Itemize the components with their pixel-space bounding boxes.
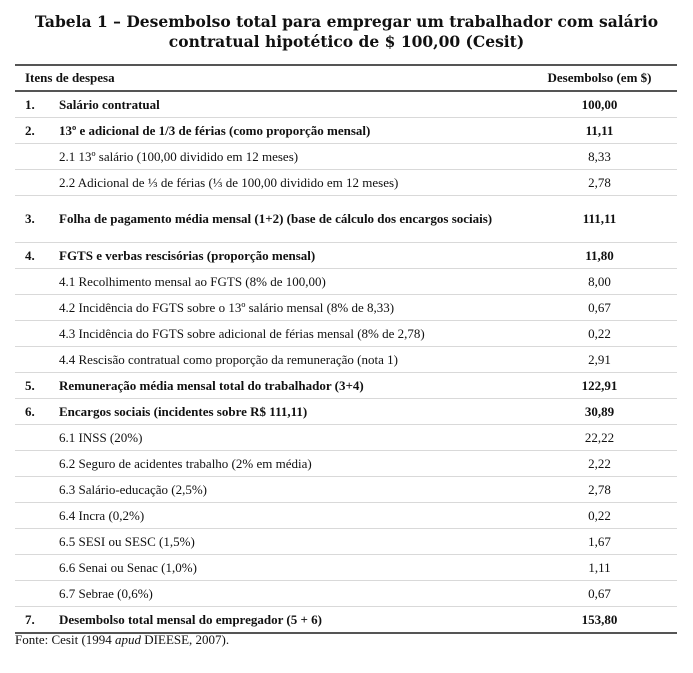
row-value: 8,33 xyxy=(522,144,677,170)
header-items: Itens de despesa xyxy=(15,65,522,91)
row-value: 8,00 xyxy=(522,269,677,295)
source-apud: apud xyxy=(115,632,142,647)
row-value: 0,67 xyxy=(522,581,677,607)
table-row xyxy=(15,196,677,243)
row-value: 22,22 xyxy=(522,425,677,451)
row-value: 0,67 xyxy=(522,295,677,321)
row-label: 6.2 Seguro de acidentes trabalho (2% em média) xyxy=(15,451,522,477)
table-row xyxy=(15,425,677,451)
row-label: 4.1 Recolhimento mensal ao FGTS (8% de 100,00) xyxy=(15,269,522,295)
row-value: 11,80 xyxy=(522,243,677,269)
row-label: 6.1 INSS (20%) xyxy=(15,425,522,451)
expense-table xyxy=(15,64,677,634)
table-row xyxy=(15,170,677,196)
row-value: 122,91 xyxy=(522,373,677,399)
row-number: 5. xyxy=(15,373,59,399)
row-label: 4.2 Incidência do FGTS sobre o 13º salário mensal (8% de 8,33) xyxy=(15,295,522,321)
row-label: FGTS e verbas rescisórias (proporção mensal) xyxy=(59,243,522,269)
table-row xyxy=(15,144,677,170)
header-value: Desembolso (em $) xyxy=(522,65,677,91)
row-label: 4.3 Incidência do FGTS sobre adicional de férias mensal (8% de 2,78) xyxy=(15,321,522,347)
row-value: 11,11 xyxy=(522,118,677,144)
row-value: 1,67 xyxy=(522,529,677,555)
row-value: 0,22 xyxy=(522,321,677,347)
row-label: Desembolso total mensal do empregador (5 + 6) xyxy=(59,607,522,634)
table-row xyxy=(15,269,677,295)
table-row xyxy=(15,373,677,399)
table-row xyxy=(15,347,677,373)
row-value: 2,22 xyxy=(522,451,677,477)
table-row xyxy=(15,118,677,144)
row-number: 1. xyxy=(15,91,59,118)
table-title-line-1: Tabela 1 – Desembolso total para empregar um trabalhador com salário xyxy=(34,12,659,31)
row-value: 2,78 xyxy=(522,170,677,196)
row-number: 2. xyxy=(15,118,59,144)
source-note xyxy=(15,632,229,648)
table-row xyxy=(15,477,677,503)
row-label: 6.6 Senai ou Senac (1,0%) xyxy=(15,555,522,581)
row-number: 3. xyxy=(15,196,59,243)
row-value: 2,78 xyxy=(522,477,677,503)
row-value: 100,00 xyxy=(522,91,677,118)
row-value: 0,22 xyxy=(522,503,677,529)
row-label: 2.1 13º salário (100,00 dividido em 12 meses) xyxy=(15,144,522,170)
row-label: 6.3 Salário-educação (2,5%) xyxy=(15,477,522,503)
row-label: 2.2 Adicional de ⅓ de férias (⅓ de 100,00 dividido em 12 meses) xyxy=(15,170,522,196)
table-title xyxy=(0,12,693,52)
row-value: 111,11 xyxy=(522,196,677,243)
table-row xyxy=(15,399,677,425)
table-row xyxy=(15,91,677,118)
row-label: 4.4 Rescisão contratual como proporção da remuneração (nota 1) xyxy=(15,347,522,373)
table-row xyxy=(15,503,677,529)
row-label: 13º e adicional de 1/3 de férias (como proporção mensal) xyxy=(59,118,522,144)
row-label: Remuneração média mensal total do trabalhador (3+4) xyxy=(59,373,522,399)
table-row xyxy=(15,529,677,555)
row-label: Encargos sociais (incidentes sobre R$ 111,11) xyxy=(59,399,522,425)
row-value: 153,80 xyxy=(522,607,677,634)
table-header-row xyxy=(15,65,677,91)
table-row xyxy=(15,607,677,634)
row-number: 7. xyxy=(15,607,59,634)
row-label: Salário contratual xyxy=(59,91,522,118)
row-value: 2,91 xyxy=(522,347,677,373)
row-number: 6. xyxy=(15,399,59,425)
row-value: 30,89 xyxy=(522,399,677,425)
source-prefix: Fonte: Cesit (1994 xyxy=(15,632,116,647)
table-row xyxy=(15,451,677,477)
row-label: 6.4 Incra (0,2%) xyxy=(15,503,522,529)
table-row xyxy=(15,243,677,269)
row-value: 1,11 xyxy=(522,555,677,581)
table-row xyxy=(15,581,677,607)
table-row xyxy=(15,321,677,347)
row-label: 6.5 SESI ou SESC (1,5%) xyxy=(15,529,522,555)
row-number: 4. xyxy=(15,243,59,269)
row-label: 6.7 Sebrae (0,6%) xyxy=(15,581,522,607)
table-row xyxy=(15,295,677,321)
row-label: Folha de pagamento média mensal (1+2) (base de cálculo dos encargos sociais) xyxy=(59,196,522,243)
table-row xyxy=(15,555,677,581)
source-suffix: DIEESE, 2007). xyxy=(141,632,230,647)
table-title-line-2: contratual hipotético de $ 100,00 (Cesit) xyxy=(168,32,525,51)
